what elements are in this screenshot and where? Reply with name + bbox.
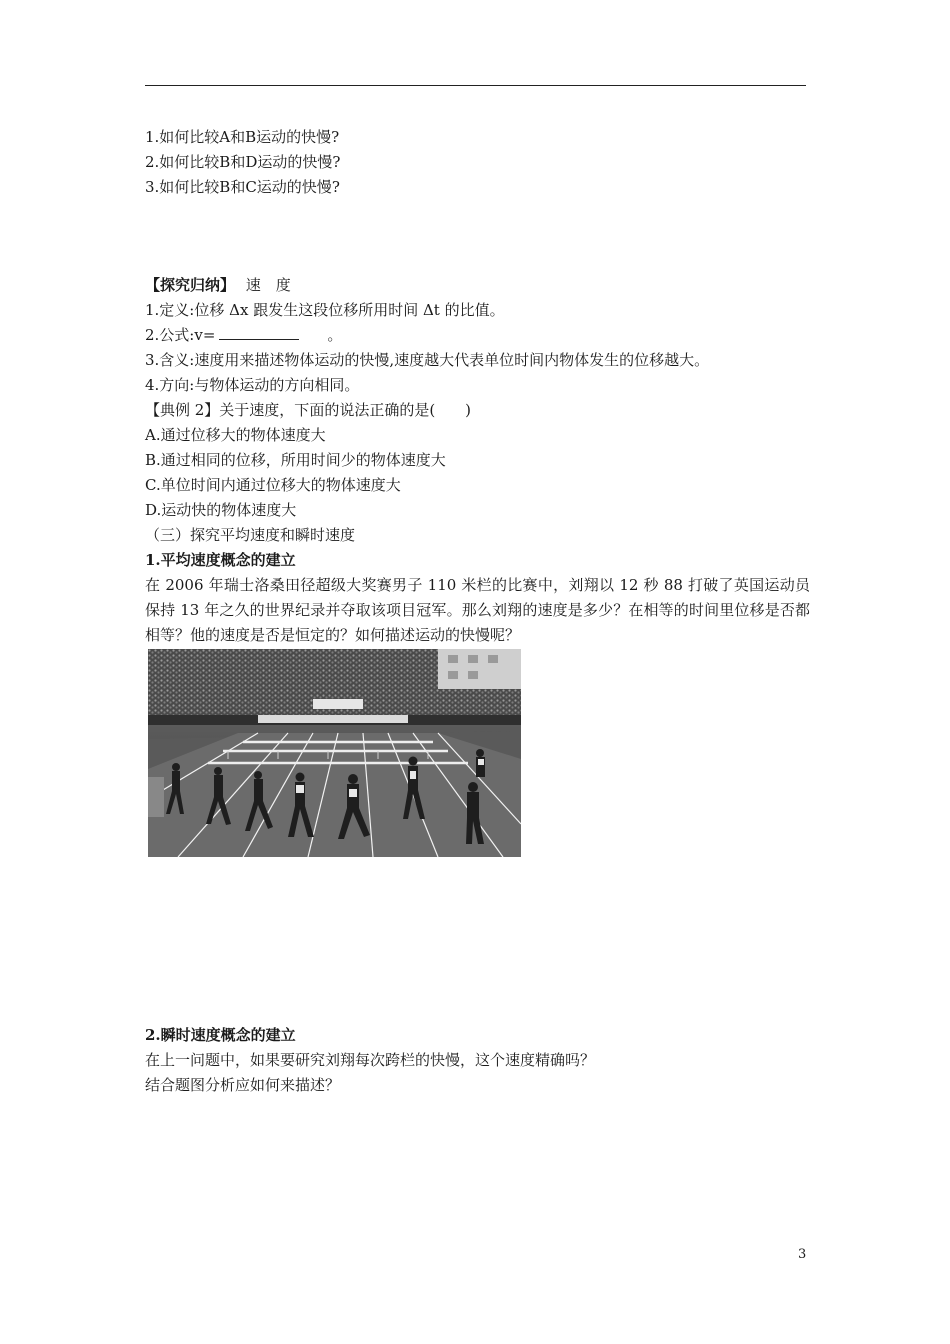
example-stem: 【典例 2】关于速度，下面的说法正确的是( ) (145, 401, 472, 419)
definition-line: 1.定义:位移 Δx 跟发生这段位移所用时间 Δt 的比值。 (145, 301, 505, 319)
option-d: D.运动快的物体速度大 (145, 501, 297, 519)
inst-line-2: 结合题图分析应如何来描述？ (145, 1076, 341, 1094)
induction-heading-line (145, 273, 810, 298)
header-rule (145, 85, 806, 86)
formula-prefix: 2.公式:v= (145, 326, 216, 344)
direction-line: 4.方向:与物体运动的方向相同。 (145, 376, 360, 394)
instant-block (145, 1023, 810, 1098)
induction-block (145, 273, 810, 648)
inst-heading: 2.瞬时速度概念的建立 (145, 1026, 296, 1044)
question-1: 1.如何比较A和B运动的快慢? (145, 128, 340, 146)
meaning-line: 3.含义:速度用来描述物体运动的快慢,速度越大代表单位时间内物体发生的位移越大。 (145, 351, 710, 369)
avg-text: 在 2006 年瑞士洛桑田径超级大奖赛男子 110 米栏的比赛中，刘翔以 12 秒 88 打破了英国运动员保持 13 年之久的世界纪录并夺取该项目冠军。那么刘翔的速度是多少？在相等的时间里位移是否都相等？他的速度是否是恒定的？如何描述运动的快慢呢？ (145, 576, 810, 644)
hurdles-race-photo (148, 649, 521, 857)
option-a: A.通过位移大的物体速度大 (145, 426, 326, 444)
formula-line (145, 323, 810, 348)
questions-block (145, 125, 810, 200)
page-number: 3 (798, 1247, 807, 1262)
option-c: C.单位时间内通过位移大的物体速度大 (145, 476, 401, 494)
section3-title: （三）探究平均速度和瞬时速度 (145, 526, 356, 544)
inst-line-1: 在上一问题中，如果要研究刘翔每次跨栏的快慢，这个速度精确吗？ (145, 1051, 596, 1069)
question-2: 2.如何比较B和D运动的快慢? (145, 153, 341, 171)
option-b: B.通过相同的位移，所用时间少的物体速度大 (145, 451, 446, 469)
formula-blank[interactable] (219, 324, 299, 340)
avg-heading: 1.平均速度概念的建立 (145, 551, 296, 569)
induction-heading: 【探究归纳】 (145, 276, 236, 294)
induction-topic: 速 度 (245, 276, 291, 294)
formula-suffix: 。 (327, 326, 343, 344)
question-3: 3.如何比较B和C运动的快慢? (145, 178, 340, 196)
